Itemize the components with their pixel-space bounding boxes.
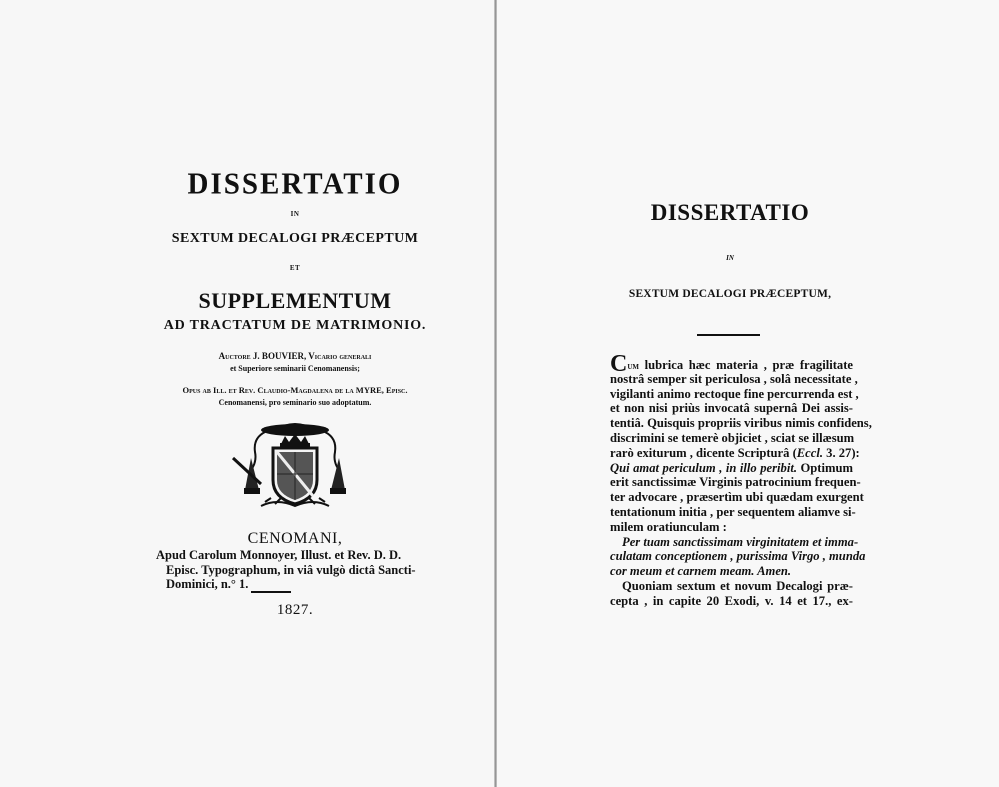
imprint-line: Episc. Typographum, in viâ vulgò dictâ Sancti- — [166, 562, 416, 577]
title-page-in: IN — [290, 210, 300, 218]
scripture-quote: Qui amat periculum , in illo peribit. — [610, 460, 797, 475]
body-line: vigilanti animo rectoque fine percurrenda est , — [610, 386, 859, 401]
title-page-et: ET — [289, 264, 301, 272]
text-page-in: IN — [726, 254, 734, 262]
imprint-rule — [251, 591, 291, 593]
publication-year: 1827. — [276, 602, 314, 618]
prayer-line: Per tuam sanctissimam virginitatem et imma- — [622, 534, 859, 549]
body-line: nostrâ semper sit periculosa , solâ necessitate , — [610, 371, 858, 386]
imprint-line: Apud Carolum Monnoyer, Illust. et Rev. D. D. — [156, 548, 402, 562]
heading-rule — [697, 334, 760, 336]
author-line-1: Auctore J. BOUVIER, Vicario generali — [218, 351, 372, 361]
opus-line-1: Opus ab Ill. et Rev. Claudio-Magdalena de la MYRE, Episc. — [182, 385, 408, 395]
opus-line-2: Cenomanensi, pro seminario suo adoptatum. — [218, 398, 372, 407]
body-line: milem oratiunculam : — [610, 519, 727, 534]
imprint-block — [156, 548, 416, 592]
prayer-line: culatam conceptionem , purissima Virgo , munda — [610, 549, 866, 564]
text-page-subtitle: SEXTUM DECALOGI PRÆCEPTUM, — [628, 288, 832, 300]
body-line: erit sanctissimæ Virginis patrocinium frequen- — [610, 475, 861, 490]
imprint-city: CENOMANI, — [247, 530, 343, 547]
body-line: Qui amat periculum , in illo peribit. Optimum — [610, 460, 853, 475]
imprint-line: Dominici, n.° 1. — [166, 577, 249, 591]
body-line: Cum lubrica hæc materia , præ fragilitate — [610, 351, 853, 377]
body-line: rarò exiturum , dicente Scripturâ (Eccl. 3. 27): — [610, 445, 860, 460]
body-line: discrimini se temerè objiciet , sciat se illæsum — [610, 430, 855, 445]
title-page — [0, 0, 494, 787]
title-page-heading: DISSERTATIO — [187, 167, 403, 201]
body-line: ter advocare , præsertìm ubi quædam exurgent — [610, 490, 864, 505]
body-line: tentationum initia , per sequentem aliamve si- — [610, 504, 856, 519]
title-page-subtitle: SEXTUM DECALOGI PRÆCEPTUM — [171, 231, 419, 246]
drop-cap: C — [610, 351, 628, 377]
body-line: tentiâ. Quisquis propriis viribus nimis confidens, — [610, 416, 872, 431]
title-page-ad-tractatum: AD TRACTATUM DE MATRIMONIO. — [163, 318, 427, 333]
body-line: et non nisi priùs invocatâ supernâ Dei assis- — [610, 401, 853, 416]
coat-of-arms-icon — [225, 418, 365, 510]
prayer-line: cor meum et carnem meam. Amen. — [610, 564, 792, 579]
title-page-supplement: SUPPLEMENTUM — [198, 288, 392, 313]
body-line: cepta , in capite 20 Exodi, v. 14 et 17., ex- — [610, 593, 853, 608]
author-line-2: et Superiore seminarii Cenomanensis; — [230, 364, 360, 373]
body-line: Quoniam sextum et novum Decalogi præ- — [622, 578, 853, 593]
text-page-body — [610, 351, 872, 609]
text-page-heading: DISSERTATIO — [650, 200, 810, 225]
